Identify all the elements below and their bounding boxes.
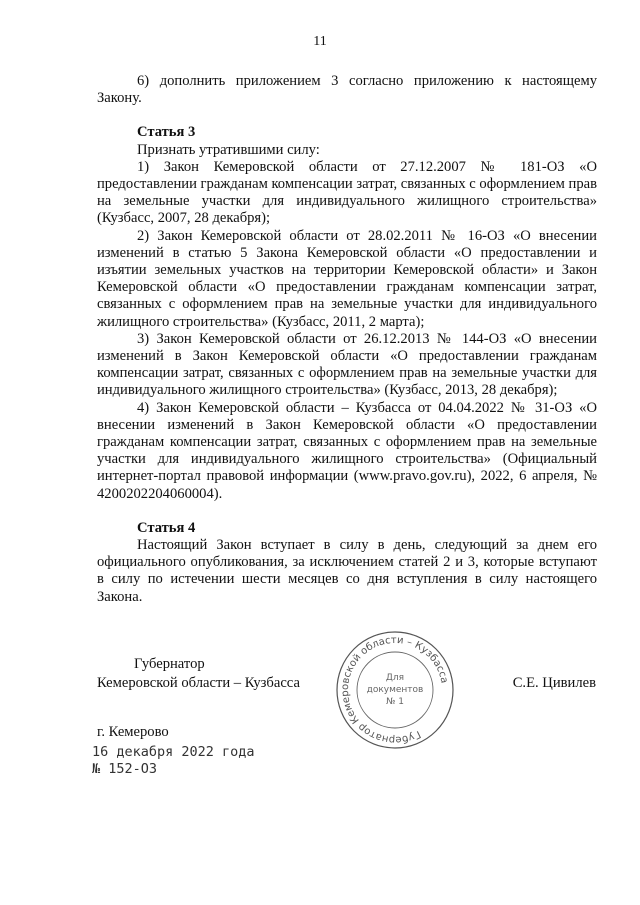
article-3-heading: Статья 3 [137, 124, 196, 141]
seal-center-line-1: Для [385, 673, 405, 683]
article-3-lead: Признать утратившими силу: [137, 141, 320, 158]
seal-center-line-2: документов [366, 685, 424, 695]
intro-paragraph: 6) дополнить приложением 3 согласно приложению к настоящему Закону. [97, 73, 597, 107]
city: г. Кемерово [97, 724, 169, 740]
article-3-item-1: 1) Закон Кемеровской области от 27.12.2007 № 181-ОЗ «О предоставлении гражданам компенсации затрат, связанных с оформлением прав на земельные участки для индивидуального жилищного строительства» (Кузбасс, 2007, 28 декабря); [97, 158, 597, 227]
page-number: 11 [313, 34, 327, 49]
article-3-item-3: 3) Закон Кемеровской области от 26.12.2013 № 144-ОЗ «О внесении изменений в Закон Кемеровской области «О предоставлении гражданам компенсации затрат, связанных с оформлением прав на земельные участки для индивидуального жилищного строительства» (Кузбасс, 2013, 28 декабря); [97, 330, 597, 399]
signatory-name: С.Е. Цивилев [512, 675, 596, 691]
law-number: № 152-ОЗ [92, 761, 158, 777]
seal-center-line-3: № 1 [386, 697, 404, 707]
signatory-region: Кемеровской области – Кузбасса [97, 675, 300, 691]
article-3-item-4: 4) Закон Кемеровской области – Кузбасса от 04.04.2022 № 31-ОЗ «О внесении изменений в Закон Кемеровской области «О предоставлении гражданам компенсации затрат, связанных с оформлением прав на земельные участки для индивидуального жилищного строительства» (Официальный интернет-портал правовой информации (www.pravo.gov.ru), 2022, 6 апреля, № 4200202204060004). [97, 399, 597, 502]
official-seal [333, 628, 457, 752]
seal-ring-text: Губернатор Кемеровской области – Кузбасса [339, 634, 450, 746]
law-date: 16 декабря 2022 года [92, 744, 255, 760]
document-body [97, 73, 597, 606]
article-4-heading: Статья 4 [137, 519, 196, 536]
article-3-item-2: 2) Закон Кемеровской области от 28.02.2011 № 16-ОЗ «О внесении изменений в статью 5 Закона Кемеровской области «О предоставлении и изъятии земельных участков на территории Кемеровской области» и Закон Кемеровской области «О предоставлении гражданам компенсации затрат, связанных с оформлением прав на земельные участки для индивидуального жилищного строительства» (Кузбасс, 2011, 2 марта); [97, 227, 597, 330]
article-4-text: Настоящий Закон вступает в силу в день, следующий за днем его официального опубликования, за исключением статей 2 и 3, которые вступают в силу по истечении шести месяцев со дня вступления в силу настоящего Закона. [97, 537, 597, 605]
signatory-title: Губернатор [134, 656, 205, 672]
